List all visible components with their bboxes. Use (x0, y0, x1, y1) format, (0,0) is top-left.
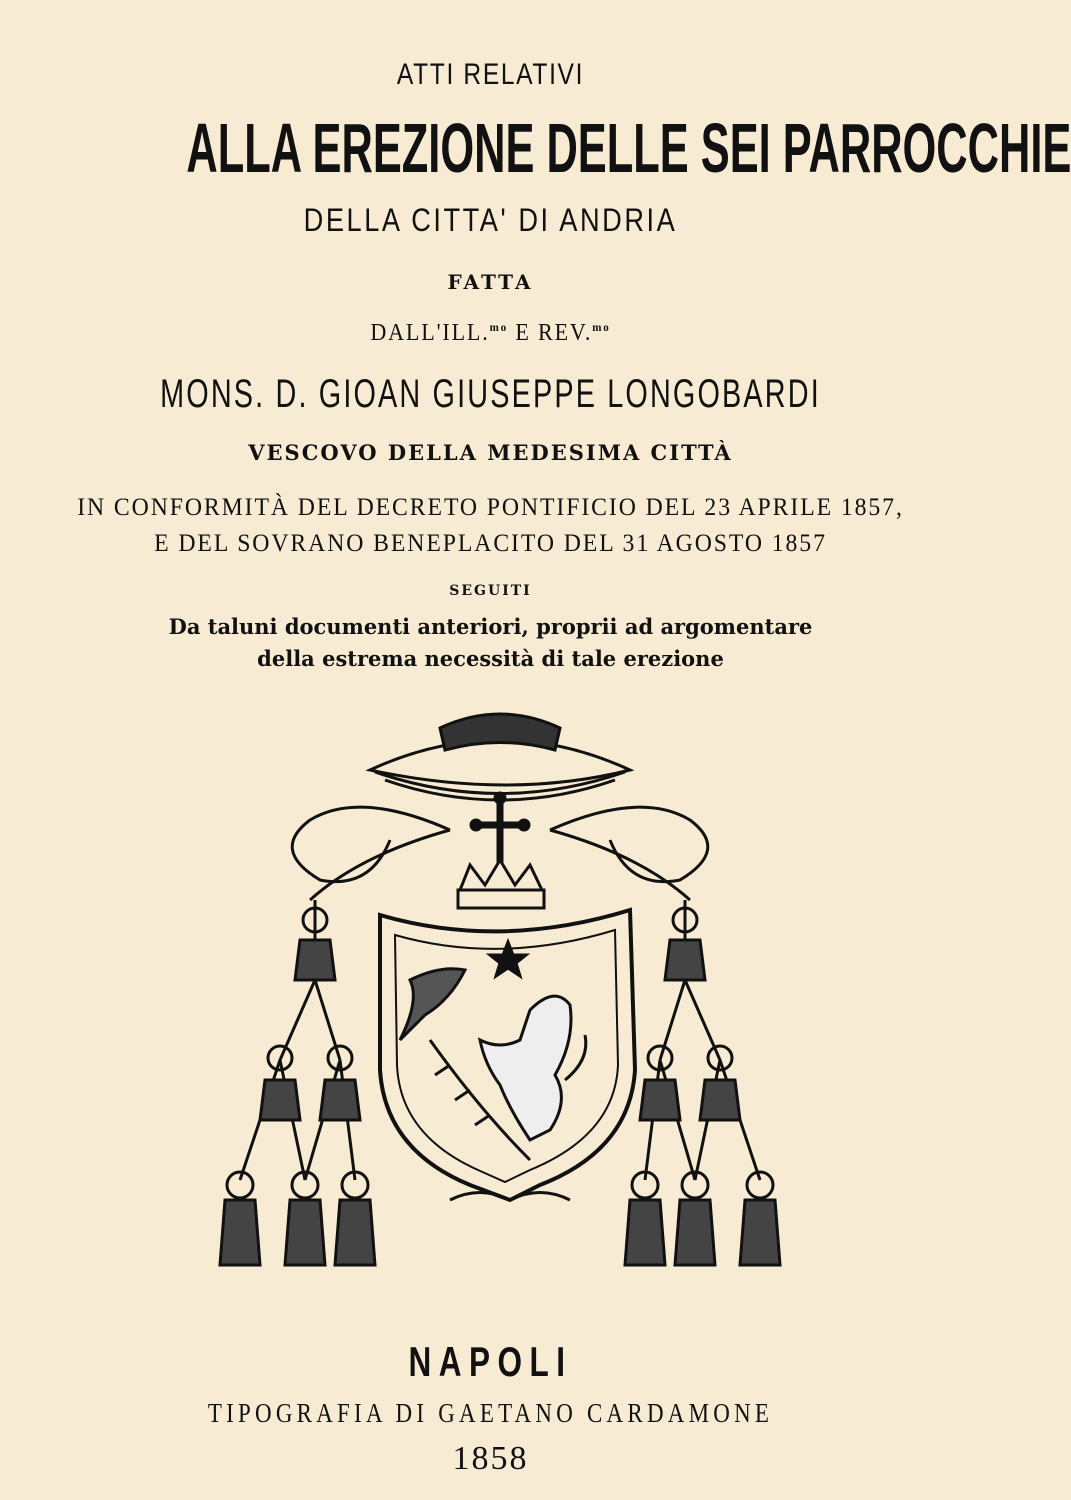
description-line-1: Da taluni documenti anteriori, proprii ad argomentare (168, 614, 813, 639)
decree-line-1: IN CONFORMITÀ DEL DECRETO PONTIFICIO DEL 23 APRILE 1857, (77, 494, 904, 521)
text-seguiti: SEGUITI (449, 583, 532, 599)
bishop-name: MONS. D. GIOAN GIUSEPPE LONGOBARDI (160, 372, 821, 416)
subtitle-citta: DELLA CITTA' DI ANDRIA (303, 202, 678, 238)
honorific-sup-1: mo (489, 320, 508, 334)
heading-atti-relativi: ATTI RELATIVI (396, 58, 585, 91)
bishop-title: VESCOVO DELLA MEDESIMA CITTÀ (248, 440, 733, 465)
imprint-printer: TIPOGRAFIA DI GAETANO CARDAMONE (207, 1398, 774, 1428)
decree-line-2: E DEL SOVRANO BENEPLACITO DEL 31 AGOSTO 1857 (154, 530, 827, 557)
honorific-ill: DALL'ILL. (370, 320, 490, 346)
main-title: ALLA EREZIONE DELLE SEI PARROCCHIE (186, 109, 1071, 187)
coat-of-arms-icon (210, 680, 790, 1300)
description-line-2: della estrema necessità di tale erezione (257, 646, 724, 671)
imprint-city: NAPOLI (408, 1338, 573, 1385)
honorific-rev: E REV. (507, 320, 593, 346)
imprint-year: 1858 (452, 1440, 529, 1477)
text-fatta: FATTA (447, 270, 534, 294)
honorific-line (39, 320, 942, 347)
honorific-sup-2: mo (592, 320, 611, 334)
